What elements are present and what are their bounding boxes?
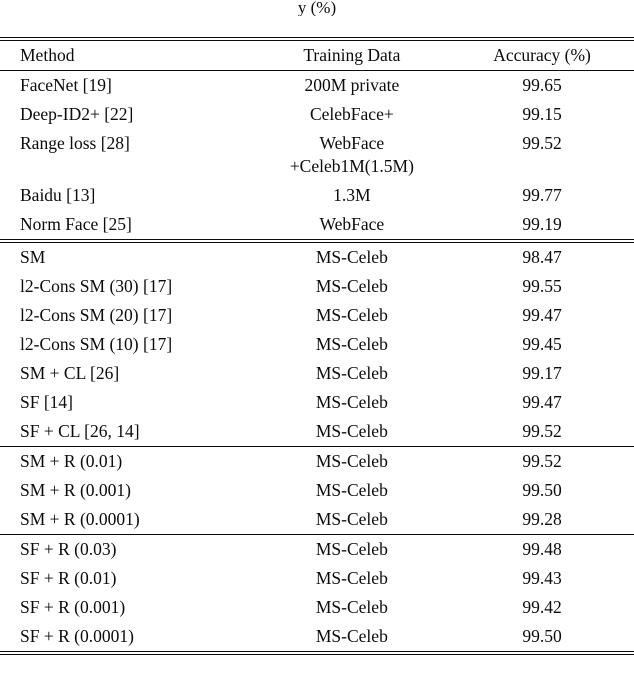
training-data-cell: MS-Celeb	[315, 247, 388, 267]
table-head	[0, 39, 634, 71]
training-data-cell: MS-Celeb	[315, 568, 388, 588]
training-data-cell: MS-Celeb	[254, 622, 451, 653]
table-row	[0, 100, 634, 129]
table-row	[0, 388, 634, 417]
accuracy-cell: 99.15	[522, 104, 562, 124]
method-cell: SM + R (0.01)	[20, 451, 123, 471]
table-header-row	[0, 39, 634, 71]
training-data-cell: MS-Celeb	[254, 417, 451, 447]
training-data-cell: 200M private	[304, 75, 400, 95]
accuracy-cell: 99.47	[522, 305, 562, 325]
method-cell: SM + R (0.001)	[20, 480, 131, 500]
header-method: Method	[0, 39, 254, 71]
method-cell: l2-Cons SM (10) [17]	[20, 334, 173, 354]
table-row	[0, 210, 634, 241]
method-cell: SM	[20, 247, 46, 267]
table-row	[0, 301, 634, 330]
table-row	[0, 593, 634, 622]
method-cell: l2-Cons SM (30) [17]	[20, 276, 173, 296]
table-row	[0, 564, 634, 593]
training-data-cell: MS-Celeb	[315, 392, 388, 412]
table-row	[0, 129, 634, 181]
accuracy-cell: 99.52	[522, 451, 562, 471]
table-row	[0, 181, 634, 210]
training-data-cell: MS-Celeb	[315, 334, 388, 354]
training-data-cell: MS-Celeb	[315, 276, 388, 296]
results-table	[0, 37, 634, 655]
method-cell: SF + R (0.001)	[20, 597, 126, 617]
table-row	[0, 447, 634, 477]
accuracy-cell: 98.47	[522, 247, 562, 267]
method-cell: SM + CL [26]	[20, 363, 120, 383]
training-data-cell: MS-Celeb	[315, 363, 388, 383]
accuracy-cell: 99.52	[522, 133, 562, 153]
accuracy-cell: 99.50	[450, 622, 634, 653]
training-data-cell: MS-Celeb	[315, 597, 388, 617]
training-data-cell: MS-Celeb	[315, 451, 388, 471]
training-data-line1: WebFace	[319, 133, 385, 153]
training-data-cell: MS-Celeb	[315, 539, 388, 559]
training-data-cell	[254, 129, 451, 181]
training-data-line2: +Celeb1M(1.5M)	[289, 156, 414, 176]
training-data-cell: 1.3M	[333, 185, 371, 205]
method-cell: SF + R (0.01)	[20, 568, 117, 588]
table-row	[0, 359, 634, 388]
accuracy-cell: 99.43	[522, 568, 562, 588]
table-row	[0, 476, 634, 505]
table-caption-fragment: y (%)	[297, 0, 337, 16]
accuracy-cell: 99.17	[522, 363, 562, 383]
accuracy-cell: 99.47	[522, 392, 562, 412]
training-data-cell: CelebFace+	[309, 104, 394, 124]
training-data-cell: MS-Celeb	[254, 505, 451, 535]
method-cell: l2-Cons SM (20) [17]	[20, 305, 173, 325]
method-cell: Deep-ID2+ [22]	[20, 104, 134, 124]
training-data-cell: MS-Celeb	[315, 480, 388, 500]
table-row	[0, 330, 634, 359]
table-row	[0, 535, 634, 565]
table-row	[0, 505, 634, 535]
table-row	[0, 417, 634, 447]
method-cell: FaceNet [19]	[20, 75, 112, 95]
table-body	[0, 71, 634, 654]
method-cell: SF + R (0.03)	[20, 539, 117, 559]
header-training-data: Training Data	[254, 39, 451, 71]
method-cell: Range loss [28]	[20, 133, 130, 153]
method-cell: Norm Face [25]	[0, 210, 254, 241]
accuracy-cell: 99.45	[522, 334, 562, 354]
accuracy-cell: 99.19	[450, 210, 634, 241]
table-row	[0, 272, 634, 301]
method-cell: SF + CL [26, 14]	[0, 417, 254, 447]
training-data-cell: MS-Celeb	[315, 305, 388, 325]
accuracy-cell: 99.42	[522, 597, 562, 617]
method-cell: Baidu [13]	[20, 185, 96, 205]
table-row	[0, 622, 634, 653]
table-row	[0, 71, 634, 101]
accuracy-cell: 99.65	[522, 75, 562, 95]
method-cell: SF [14]	[20, 392, 73, 412]
training-data-cell: WebFace	[254, 210, 451, 241]
method-cell: SF + R (0.0001)	[0, 622, 254, 653]
accuracy-cell: 99.77	[522, 185, 562, 205]
header-accuracy: Accuracy (%)	[450, 39, 634, 71]
accuracy-cell: 99.50	[522, 480, 562, 500]
accuracy-cell: 99.55	[522, 276, 562, 296]
table-row	[0, 241, 634, 272]
accuracy-cell: 99.52	[450, 417, 634, 447]
method-cell: SM + R (0.0001)	[0, 505, 254, 535]
accuracy-cell: 99.28	[450, 505, 634, 535]
accuracy-cell: 99.48	[522, 539, 562, 559]
